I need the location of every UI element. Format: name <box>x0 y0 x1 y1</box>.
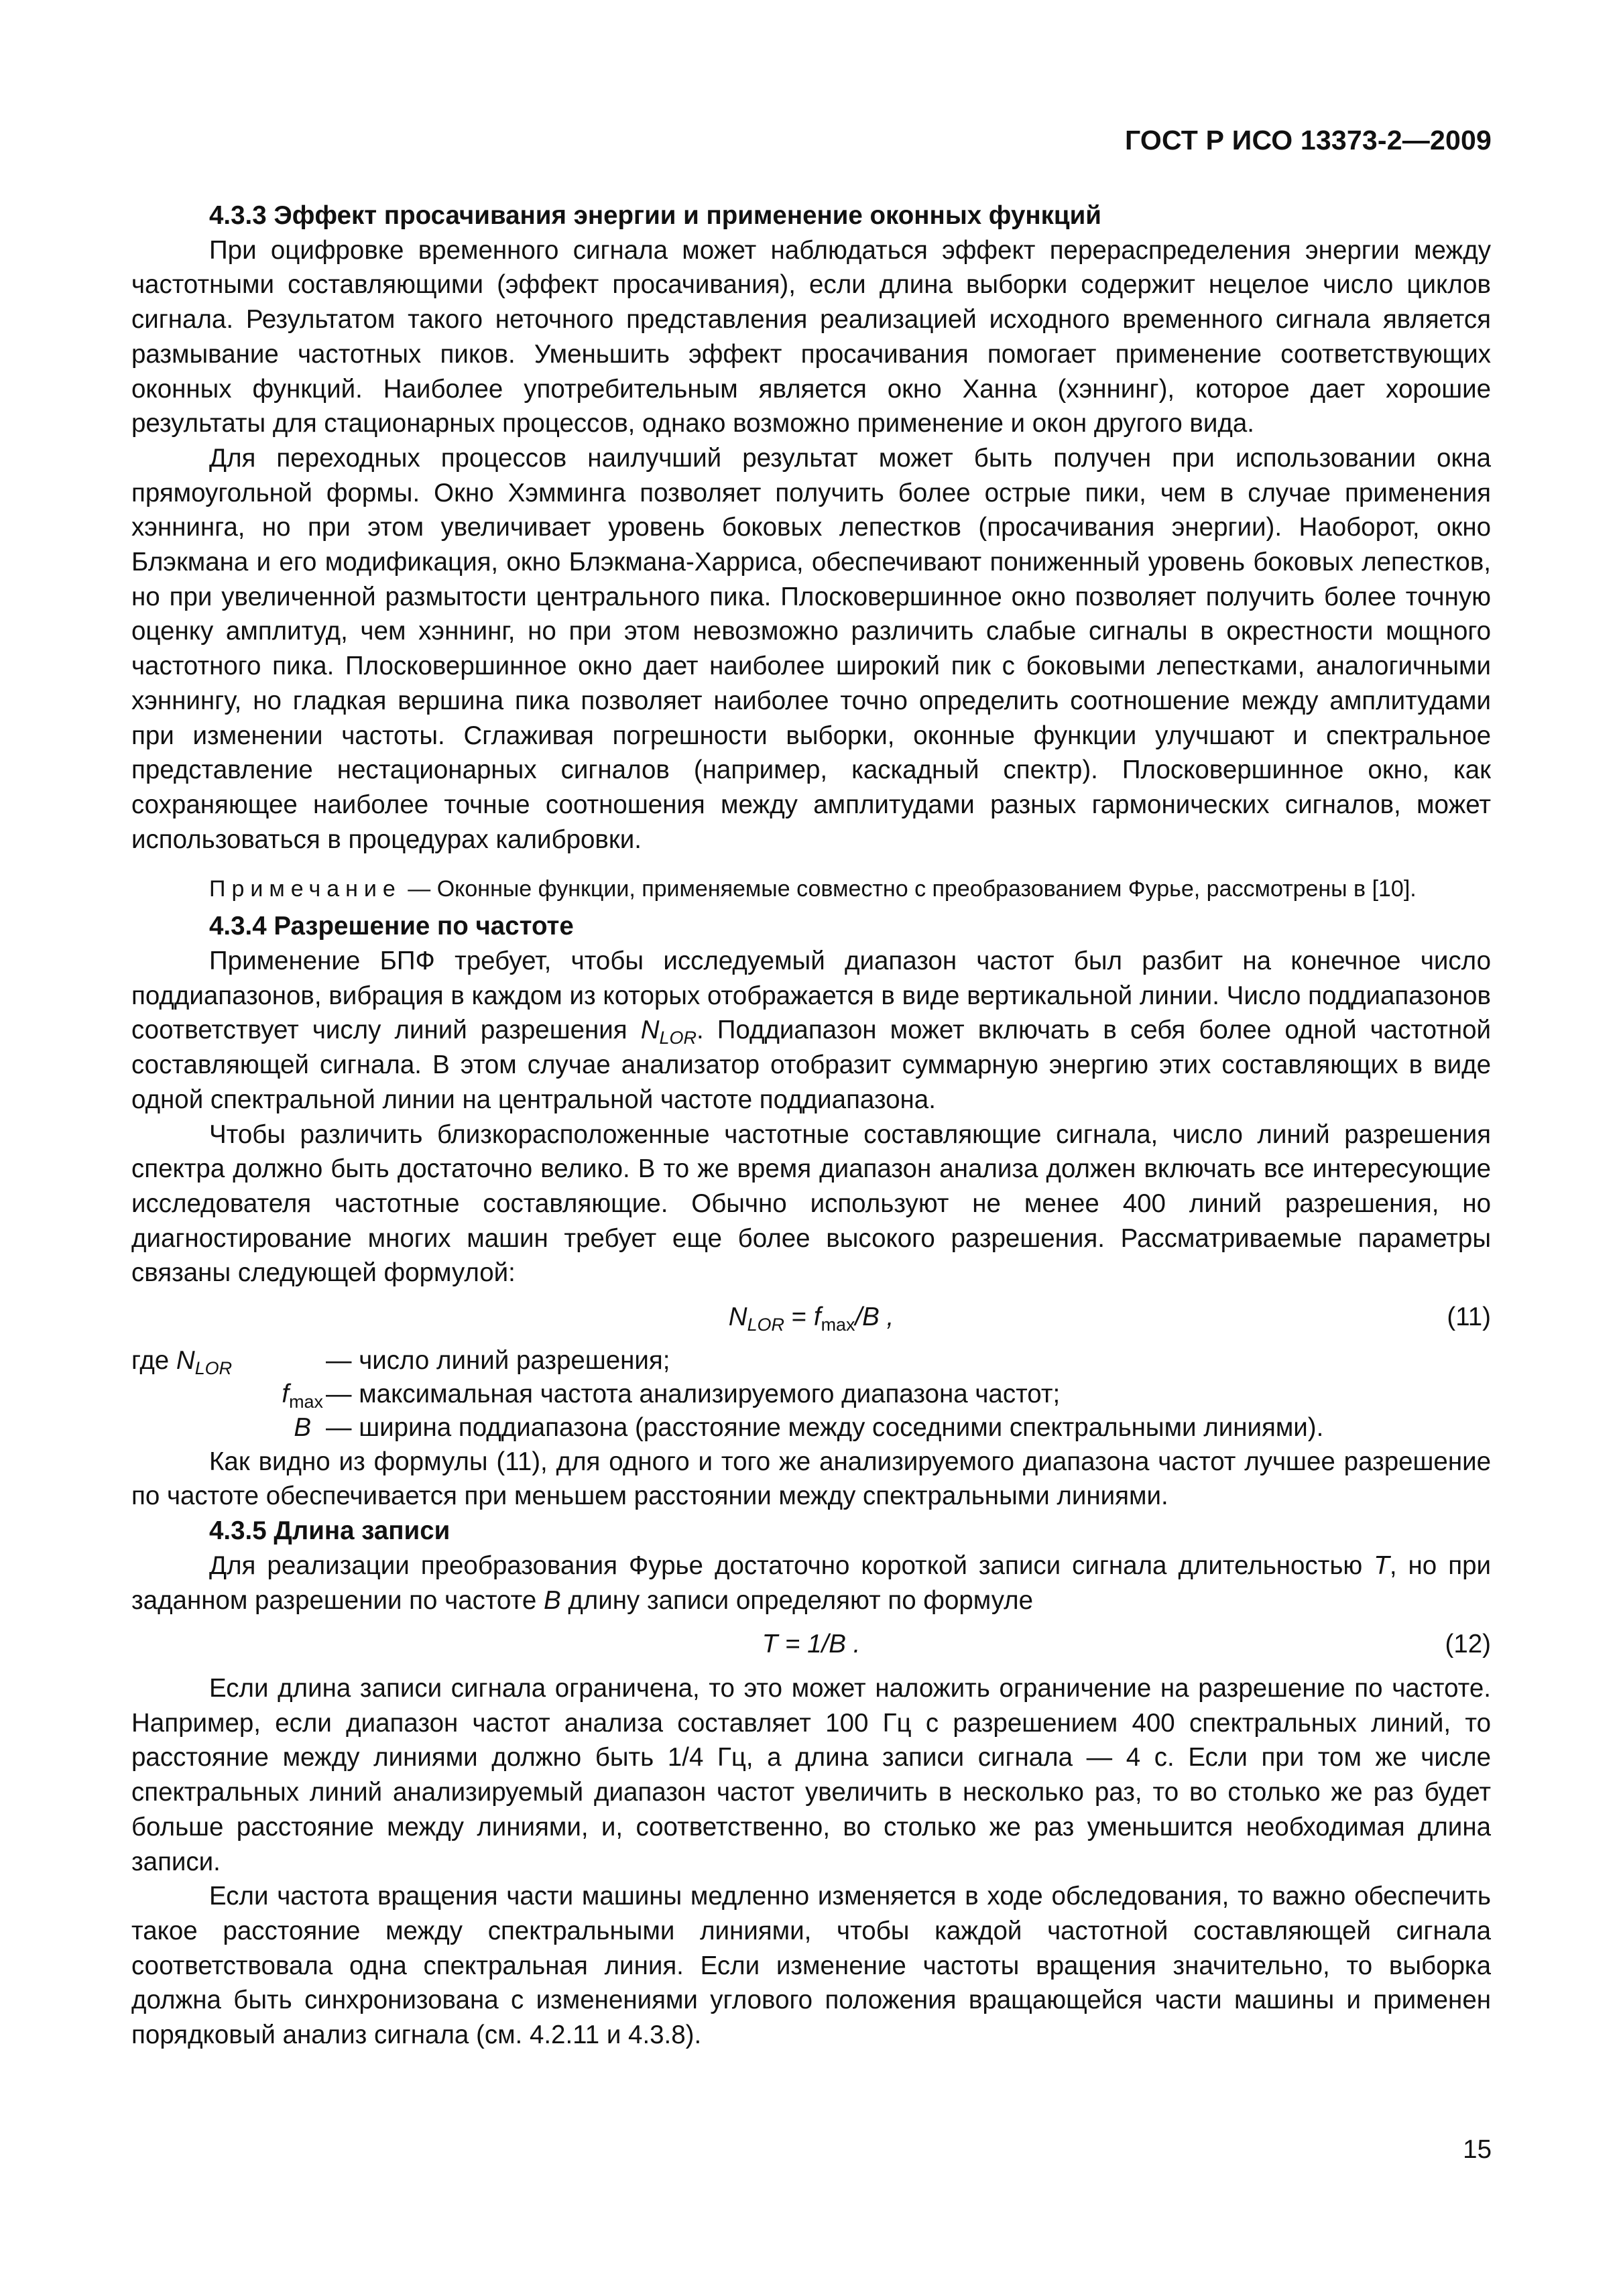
section-4-3-4-paragraph-1: Применение БПФ требует, чтобы исследуемый диапазон частот был разбит на конечное число поддиапазонов, вибрация в каждом из которых отображается в виде вертикальной линии. Число поддиапазонов соответствует числу линий разрешения $N_{LOR}$. Поддиапазон может включать в себя более одной частотной составляющей сигнала. В этом случае анализатор отобразит суммарную энергию этих составляющих в виде одной спектральной линии на центральной частоте поддиапазона. <box>131 947 1491 1114</box>
formula-11-number: (11) <box>1447 1303 1491 1332</box>
section-4-3-5-paragraph-1: Для реализации преобразования Фурье достаточно короткой записи сигнала длительностью T, но при заданном разрешении по частоте B длину записи определяют по формуле <box>131 1551 1491 1615</box>
section-4-3-4-title: 4.3.4 Разрешение по частоте <box>209 912 574 941</box>
section-4-3-3-paragraph-2: Для переходных процессов наилучший результат может быть получен при использовании окна прямоугольной формы. Окно Хэмминга позволяет получить более острые пики, чем в случае применения хэннинга, но при этом увеличивает уровень боковых лепестков (просачивания энергии). Наоборот, окно Блэкмана и его модификация, окно Блэкмана-Харриса, обеспечивают пониженный уровень боковых лепестков, но при увеличенной размытости центрального пика. Плосковершинное окно позволяет получить более точную оценку амплитуд, чем хэннинг, но при этом невозможно различить слабые сигналы в окрестности мощного частотного пика. Плосковершинное окно дает наиболее широкий пик с боковыми лепестками, аналогичными хэннингу, но гладкая вершина пика позволяет наиболее точно определить соотношение между амплитудами при изменении частоты. Сглаживая погрешности выборки, оконные функции улучшают и спектральное представление нестационарных сигналов (например, каскадный спектр). Плосковершинное окно, как сохраняющее наиболее точные соотношения между амплитудами разных гармонических сигналов, может использоваться в процедурах калибровки. <box>131 443 1491 854</box>
section-4-3-5-paragraph-3: Если частота вращения части машины медленно изменяется в ходе обследования, то важно обеспечить такое расстояние между спектральными линиями, чтобы каждой частотной составляющей сигнала соответствовала одна спектральная линия. Если изменение частоты вращения значительно, то выборка должна быть синхронизована с изменениями углового положения вращающейся части машины и применен порядковый анализ сигнала (см. 4.2.11 и 4.3.8). <box>131 1882 1491 2050</box>
standard-header: ГОСТ Р ИСО 13373-2—2009 <box>1125 125 1492 156</box>
symbol-definitions <box>131 1344 1491 1445</box>
formula-11 <box>131 1300 1491 1335</box>
formula-12-expression: T = 1/B . <box>762 1630 861 1659</box>
note <box>131 873 1491 905</box>
formula-12-number: (12) <box>1445 1630 1491 1659</box>
document-body <box>131 198 1491 2053</box>
formula-12 <box>131 1627 1491 1662</box>
formula-11-expression: $N_{LOR} = f_{max}/B$ , <box>728 1303 894 1335</box>
note-label: Примечание <box>209 876 402 902</box>
nlor-symbol: $N_{LOR}$ <box>640 1016 697 1048</box>
note-text: — Оконные функции, применяемые совместно с преобразованием Фурье, рассмотрены в [10]. <box>401 876 1417 902</box>
page-number: 15 <box>1463 2135 1492 2164</box>
section-4-3-5-paragraph-2: Если длина записи сигнала ограничена, то это может наложить ограничение на разрешение по частоте. Например, если диапазон частот анализа составляет 100 Гц с разрешением 400 спектральных линий, то расстояние между линиями должно быть 1/4 Гц, а длина записи сигнала — 4 с. Если при том же числе спектральных линий анализируемый диапазон частот увеличить в несколько раз, то во столько же раз будет больше расстояние между линиями, и, соответственно, во столько же раз уменьшится необходимая длина записи. <box>131 1673 1491 1876</box>
definition-nlor: где $N_{LOR}$ — число линий разрешения; <box>131 1345 670 1378</box>
section-4-3-3-paragraph-1: При оцифровке временного сигнала может наблюдаться эффект перераспределения энергии между частотными составляющими (эффект просачивания), если длина выборки содержит нецелое число циклов сигнала. Результатом такого неточного представления реализацией исходного временного сигнала является размывание частотных пиков. Уменьшить эффект просачивания помогает применение соответствующих оконных функций. Наиболее употребительным является окно Ханна (хэннинг), которое дает хорошие результаты для стационарных процессов, однако возможно применение и окон другого вида. <box>131 235 1491 438</box>
section-4-3-5-title: 4.3.5 Длина записи <box>209 1516 450 1546</box>
section-4-3-3-title: 4.3.3 Эффект просачивания энергии и применение оконных функций <box>209 201 1101 230</box>
definition-b: B — ширина поддиапазона (расстояние между соседними спектральными линиями). <box>294 1412 1324 1442</box>
section-4-3-4-paragraph-3: Как видно из формулы (11), для одного и того же анализируемого диапазона частот лучшее разрешение по частоте обеспечивается при меньшем расстоянии между спектральными линиями. <box>131 1447 1491 1511</box>
definition-fmax: $f_{max}$ — максимальная частота анализируемого диапазона частот; <box>282 1379 1061 1412</box>
section-4-3-4-paragraph-2: Чтобы различить близкорасположенные частотные составляющие сигнала, число линий разрешения спектра должно быть достаточно велико. В то же время диапазон анализа должен включать все интересующие исследователя частотные составляющие. Обычно используют не менее 400 линий разрешения, но диагностирование многих машин требует еще более высокого разрешения. Рассматриваемые параметры связаны следующей формулой: <box>131 1120 1491 1288</box>
